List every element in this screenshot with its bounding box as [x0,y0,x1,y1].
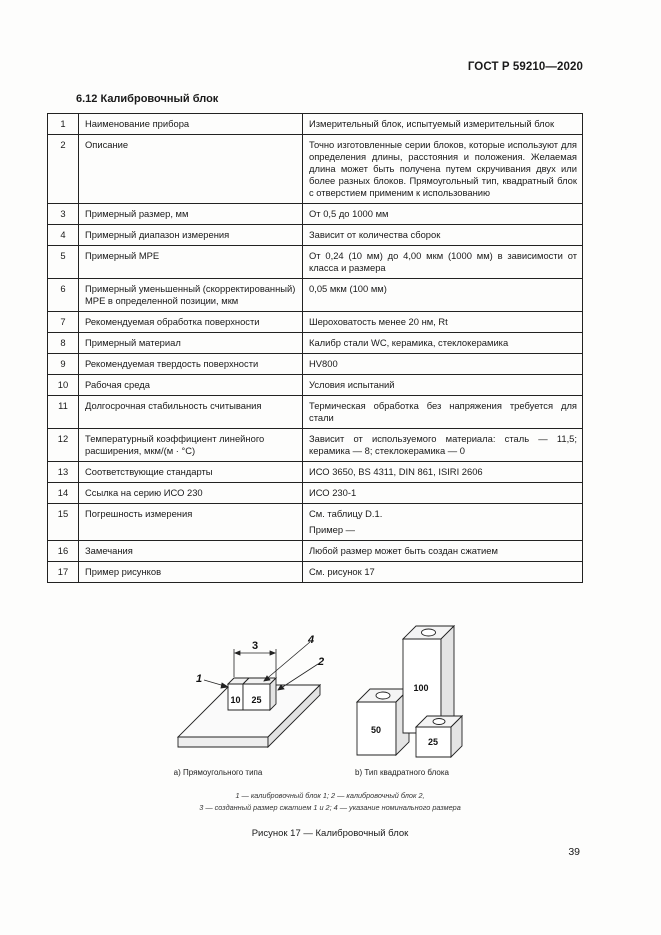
parameter-value [303,279,583,312]
parameter-name: Пример рисунков [79,562,303,583]
parameter-name: Соответствующие стандарты [79,462,303,483]
label-2: 2 [318,656,325,668]
row-number: 15 [48,504,79,541]
row-number: 13 [48,462,79,483]
parameter-value-line: 0,05 мкм (100 мм) [309,283,387,294]
parameter-value [303,333,583,354]
table-row [48,114,583,135]
parameter-value [303,204,583,225]
parameter-value-line: Шероховатость менее 20 нм, Rt [309,316,448,327]
parameter-value [303,483,583,504]
parameter-value [303,246,583,279]
figure-legend-line-2: 3 — созданный размер сжатием 1 и 2; 4 — указание номинального размера [199,803,461,812]
figure-legend-line-1: 1 — калибровочный блок 1; 2 — калибровочный блок 2, [235,791,425,800]
parameter-name: Погрешность измерения [79,504,303,541]
spec-table-body [48,114,583,583]
row-number: 17 [48,562,79,583]
parameter-name: Наименование прибора [79,114,303,135]
label-block-25: 25 [251,695,262,705]
label-dim-3: 3 [251,640,259,652]
subcaption-b: b) Тип квадратного блока [355,768,449,777]
parameter-value-line: ИСО 230-1 [309,487,357,498]
parameter-name: Рабочая среда [79,375,303,396]
parameter-value-line: Точно изготовленные серии блоков, которые используют для определения длины, расстояния и положения. Желаемая длина может быть получена путем скручивания двух или более разных блоков. Прямоугольный тип, квадратный блок с отверстием применим к использованию [309,139,577,198]
table-row [48,462,583,483]
parameter-name: Примерный размер, мм [79,204,303,225]
row-number: 2 [48,135,79,204]
table-row [48,375,583,396]
parameter-value [303,375,583,396]
parameter-name: Примерный MPE [79,246,303,279]
parameter-value [303,562,583,583]
spec-table [47,113,583,583]
dimension-line-3 [234,649,276,677]
parameter-value [303,462,583,483]
parameter-name: Замечания [79,541,303,562]
figure-caption: Рисунок 17 — Калибровочный блок [251,828,409,839]
parameter-name: Рекомендуемая обработка поверхности [79,312,303,333]
table-row [48,225,583,246]
table-row [48,204,583,225]
table-row [48,135,583,204]
row-number: 8 [48,333,79,354]
row-number: 9 [48,354,79,375]
parameter-value-line: Зависит от количества сборок [309,229,441,240]
parameter-value-line: Калибр стали WC, керамика, стеклокерамика [309,337,509,348]
parameter-value [303,312,583,333]
parameter-value [303,429,583,462]
gauge-block-drawing [160,617,490,792]
parameter-value-line: Зависит от используемого материала: сталь — 11,5; керамика — 8; стеклокерамика — 0 [309,433,577,456]
parameter-name: Температурный коэффициент линейного расширения, мкм/(м · °С) [79,429,303,462]
parameter-value-line: Пример — [309,524,356,535]
page-number: 39 [568,846,580,858]
row-number: 7 [48,312,79,333]
parameter-name: Ссылка на серию ИСО 230 [79,483,303,504]
section-title: 6.12 Калибровочный блок [76,93,219,105]
parameter-value [303,114,583,135]
parameter-name: Рекомендуемая твердость поверхности [79,354,303,375]
label-block-25-square: 25 [427,737,439,747]
parameter-value-line: Термическая обработка без напряжения требуется для стали [309,400,577,423]
parameter-value-line: Измерительный блок, испытуемый измерительный блок [309,118,555,129]
table-row [48,246,583,279]
parameter-value [303,541,583,562]
row-number: 1 [48,114,79,135]
parameter-value-line: См. таблицу D.1. [309,508,383,519]
subcaption-a: а) Прямоугольного типа [173,768,263,777]
parameter-value-line: См. рисунок 17 [309,566,375,577]
row-number: 3 [48,204,79,225]
row-number: 6 [48,279,79,312]
parameter-value-line: Любой размер может быть создан сжатием [309,545,498,556]
row-number: 11 [48,396,79,429]
parameter-value [303,504,583,541]
table-row [48,279,583,312]
parameter-name: Примерный уменьшенный (скорректированный) MPE в определенной позиции, мкм [79,279,303,312]
standard-code: ГОСТ Р 59210—2020 [467,61,583,73]
row-number: 14 [48,483,79,504]
row-number: 12 [48,429,79,462]
table-row [48,333,583,354]
table-row [48,541,583,562]
label-block-100: 100 [413,683,429,693]
label-1: 1 [196,673,203,685]
parameter-value [303,354,583,375]
parameter-name: Описание [79,135,303,204]
square-block-50 [357,689,409,755]
parameter-name: Долгосрочная стабильность считывания [79,396,303,429]
table-row [48,504,583,541]
table-row [48,354,583,375]
square-block-25 [416,716,462,757]
parameter-value [303,225,583,246]
row-number: 4 [48,225,79,246]
table-row [48,483,583,504]
table-row [48,396,583,429]
row-number: 5 [48,246,79,279]
gauge-block-25 [243,678,276,710]
table-row [48,562,583,583]
parameter-value-line: От 0,5 до 1000 мм [309,208,389,219]
parameter-name: Примерный материал [79,333,303,354]
parameter-value-line: От 0,24 (10 мм) до 4,00 мкм (1000 мм) в зависимости от класса и размера [309,250,577,273]
parameter-value [303,396,583,429]
table-row [48,312,583,333]
label-4: 4 [308,634,315,646]
parameter-value-line: HV800 [309,358,338,369]
table-row [48,429,583,462]
row-number: 16 [48,541,79,562]
label-block-50: 50 [370,725,382,735]
parameter-name: Примерный диапазон измерения [79,225,303,246]
parameter-value-line: Условия испытаний [309,379,395,390]
figure-17 [160,617,490,792]
parameter-value-line: ИСО 3650, BS 4311, DIN 861, ISIRI 2606 [309,466,483,477]
row-number: 10 [48,375,79,396]
parameter-value [303,135,583,204]
label-block-10: 10 [230,695,241,705]
